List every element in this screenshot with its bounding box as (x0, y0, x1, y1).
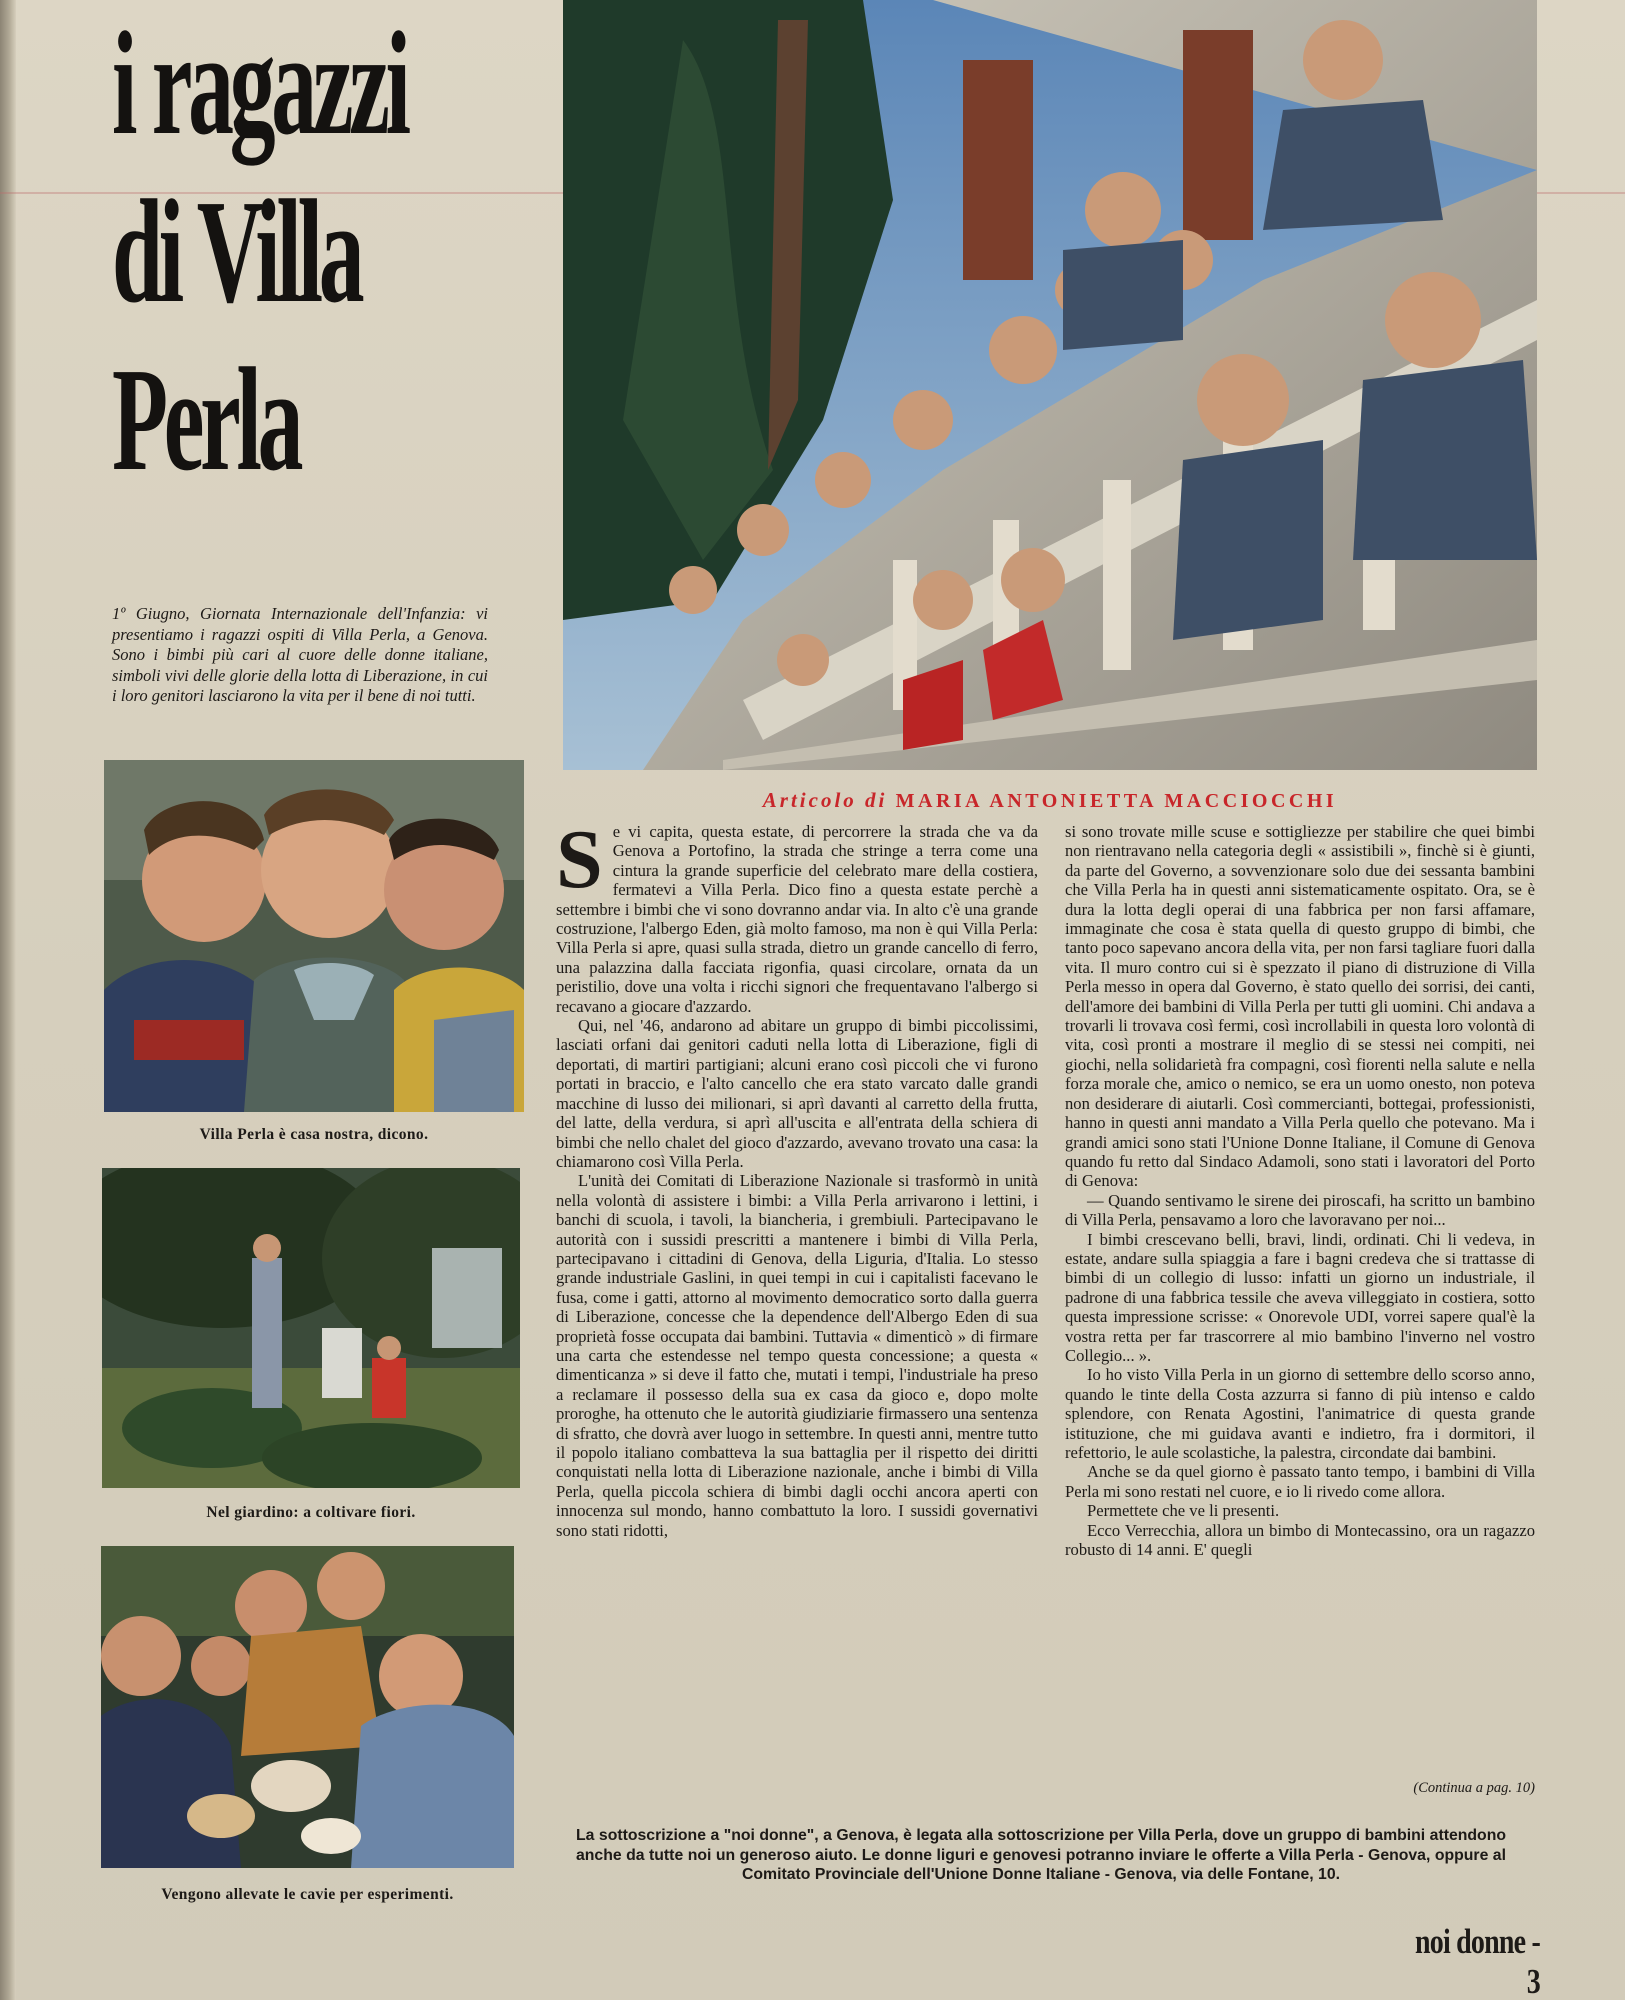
paragraph: — Quando sentivamo le sirene dei piroscafi, ha scritto un bambino di Villa Perla, pensavamo a loro che lavoravano per noi... (1065, 1190, 1535, 1230)
byline-prefix: Articolo di (762, 788, 888, 812)
paragraph: Permettete che ve li presenti. (1087, 1501, 1280, 1521)
article-title (112, 0, 546, 504)
photo-three-boys-smiling (104, 760, 524, 1112)
paragraph: Ecco Verrecchia, allora un bimbo di Montecassino, ora un ragazzo robusto di 14 anni. E' quegli (1065, 1520, 1535, 1560)
photo-garden (102, 1168, 520, 1488)
byline-author: MARIA ANTONIETTA MACCIOCCHI (895, 790, 1338, 812)
title-line-1: i ragazzi (112, 2, 407, 166)
paragraph: Qui, nel '46, andarono ad abitare un gruppo di bimbi piccolissimi, lasciati orfani dai genitori caduti nella lotta di Liberazione, figli di deportati, di martiri partigiani; alcuni erano così piccoli che vi furono portati in braccio, e l'alto cancello che era stato varcato dalle grandi macchine di lusso dei milionari, si aprì davanti al carretto della frutta, del latte, della verdura, si aprì all'uscita e all'entrata della schiera di bimbi che nello chalet del gioco d'azzardo, avevano trovato una casa: la chiamarono così Villa Perla. (556, 1016, 1038, 1171)
article-byline (563, 788, 1537, 813)
title-line-3: Perla (112, 338, 300, 502)
caption-photo-3: Vengono allevate le cavie per esperimenti. (161, 1886, 454, 1903)
caption-photo-2: Nel giardino: a coltivare fiori. (206, 1504, 416, 1521)
article-column-2 (1065, 822, 1535, 1559)
hero-photo-boys-on-balcony (563, 0, 1537, 770)
paragraph: Io ho visto Villa Perla in un giorno di settembre dello scorso anno, quando le tinte della Costa azzurra si fanno di più intenso e caldo splendore, con Renata Agostini, l'animatrice di questa grande istituzione, che mi guidava avanti e indietro, fra i dormitori, il refettorio, le aule scolastiche, la palestra, circondate dai bambini. (1065, 1365, 1535, 1462)
article-column-1 (556, 813, 1038, 1540)
caption-photo-1: Villa Perla è casa nostra, dicono. (199, 1126, 429, 1143)
title-line-2: di Villa (112, 170, 361, 334)
photo-boys-with-guinea-pigs (101, 1546, 514, 1868)
intro-paragraph: 1º Giugno, Giornata Internazionale dell'Infanzia: vi presentiamo i ragazzi ospiti di Villa Perla, a Genova. Sono i bimbi più cari al cuore delle donne italiane, simboli vivi delle glorie della lotta di Liberazione, in cui i loro genitori lasciarono la vita per il bene di noi tutti. (112, 604, 488, 705)
paragraph: Anche se da quel giorno è passato tanto tempo, i bambini di Villa Perla mi sono restati nel cuore, e io li rivedo come allora. (1065, 1462, 1535, 1501)
subscription-notice: La sottoscrizione a "noi donne", a Genova, è legata alla sottoscrizione per Villa Perla, dove un gruppo di bambini attendono anche da tutte noi un generoso aiuto. Le donne liguri e genovesi potranno inviare le offerte a Villa Perla - Genova, oppure al Comitato Provinciale dell'Unione Donne Italiane - Genova, via delle Fontane, 10. (576, 1827, 1506, 1884)
continued-note: (Continua a pag. 10) (1413, 1780, 1535, 1796)
paragraph: L'unità dei Comitati di Liberazione Nazionale si trasformò in unità nella volontà di assistere i bimbi: a Villa Perla arrivarono i lettini, i banchi di scuola, i tavoli, la biancheria, i grembiuli. Partecipavano le autorità con i sussidi prescritti a mantenere i bimbi di Villa Perla, partecipavano i cittadini di Genova, della Liguria, d'Italia. Lo stesso grande industriale Gaslini, in quei tempi in cui i capitalisti facevano le fusa, come i gatti, attorno al movimento democratico sorto dalla guerra di Liberazione, concesse che la dependence dell'Albergo Eden di sua proprietà fosse occupata dai bambini. Tuttavia « dimenticò » di firmare una carta che estendesse nel tempo questa concessione; a questa « dimenticanza » si deve il fatto che, mutati i tempi, l'industriale ha preso a reclamare il possesso della sua ex casa da gioco e, dopo molte proroghe, ha ottenuto che le autorità giudiziarie firmassero una sentenza di sfratto, che dovrà aver luogo in settembre. In questi anni, mentre tutto il popolo italiano combatteva la sua battaglia per il rispetto dei diritti conquistati nella lotta di Liberazione nazionale, anche i bimbi di Villa Perla, quella piccola schiera di bimbi dagli occhi ancora aperti con innocenza sul mondo, hanno combattuto la loro. I sussidi governativi sono stati ridotti, (556, 1171, 1038, 1540)
paragraph: I bimbi crescevano belli, bravi, lindi, ordinati. Chi li vedeva, in estate, andare sulla spiaggia a fare i bagni credeva che si trattasse di bimbi di un collegio di lusso: infatti un giorno un industriale, il padrone di una fabbrica tessile che aveva villeggiato in costiera, sotto questa impressione scrisse: « Onorevole UDI, vorrei sapere qual'è la vostra retta per far trascorrere al mio bambino l'inverno nel vostro Collegio... ». (1065, 1229, 1535, 1365)
binding-edge (0, 0, 16, 2000)
page-folio: noi donne - 3 (1414, 1922, 1540, 2000)
drop-cap: S (556, 813, 603, 906)
paragraph: si sono trovate mille scuse e sottigliezze per stabilire che quei bimbi non rientravano nella categoria degli « assistibili », finchè si è giunti, da parte del Governo, a sovvenzionare solo due dei sessanta bambini che Villa Perla ha in questi anni sistematicamente ospitato. Ora, se è dura la lotta degli operai di una fabbrica per non farsi affamare, immaginate che cosa è stata quella di questo gruppo di bimbi, che tanto poco sapevano ancora della vita, per non farsi tagliare fuori dalla vita. Il muro contro cui si è spezzato il piano di distruzione di Villa Perla messo in opera dal Governo, è stato quello dei sorrisi, dei canti, dell'amore dei bambini di Villa Perla per tutti gli uomini. Chi andava a trovarli li trovava così fermi, così incrollabili in questa loro volontà di vita, così pronti a mostrare il meglio di se stessi nei compiti, nei giochi, nella solidarietà fra compagni, così fiorenti nella salute e nella forza morale che, amico o nemico, se era un uomo onesto, non poteva non desiderare di aiutarli. Così commercianti, bottegai, professionisti, hanno in questi anni mandato a Villa Perla quello che potevano. Ma i grandi amici sono stati l'Unione Donne Italiane, il Comune di Genova quando fu retto dal Sindaco Adamoli, sono stati i lavoratori del Porto di Genova: (1065, 822, 1535, 1191)
paragraph: e vi capita, questa estate, di percorrere la strada che va da Genova a Portofino, la strada che stringe a terra come una cintura la grande superficie del celebrato mare della costiera, fermatevi a Villa Perla. Dico fino a questa estate perchè a settembre i bimbi che vi sono dovranno andar via. In alto c'è una grande costruzione, l'albergo Eden, già molto famoso, ma non è qui Villa Perla: Villa Perla si apre, quasi sulla strada, dietro un grande cancello di ferro, una palazzina dalla facciata rigonfia, quasi circolare, ornata da un peristilio, dove una volta i ricchi signori che frequentavano l'albergo si recavano a giocare d'azzardo. (556, 822, 1038, 1016)
